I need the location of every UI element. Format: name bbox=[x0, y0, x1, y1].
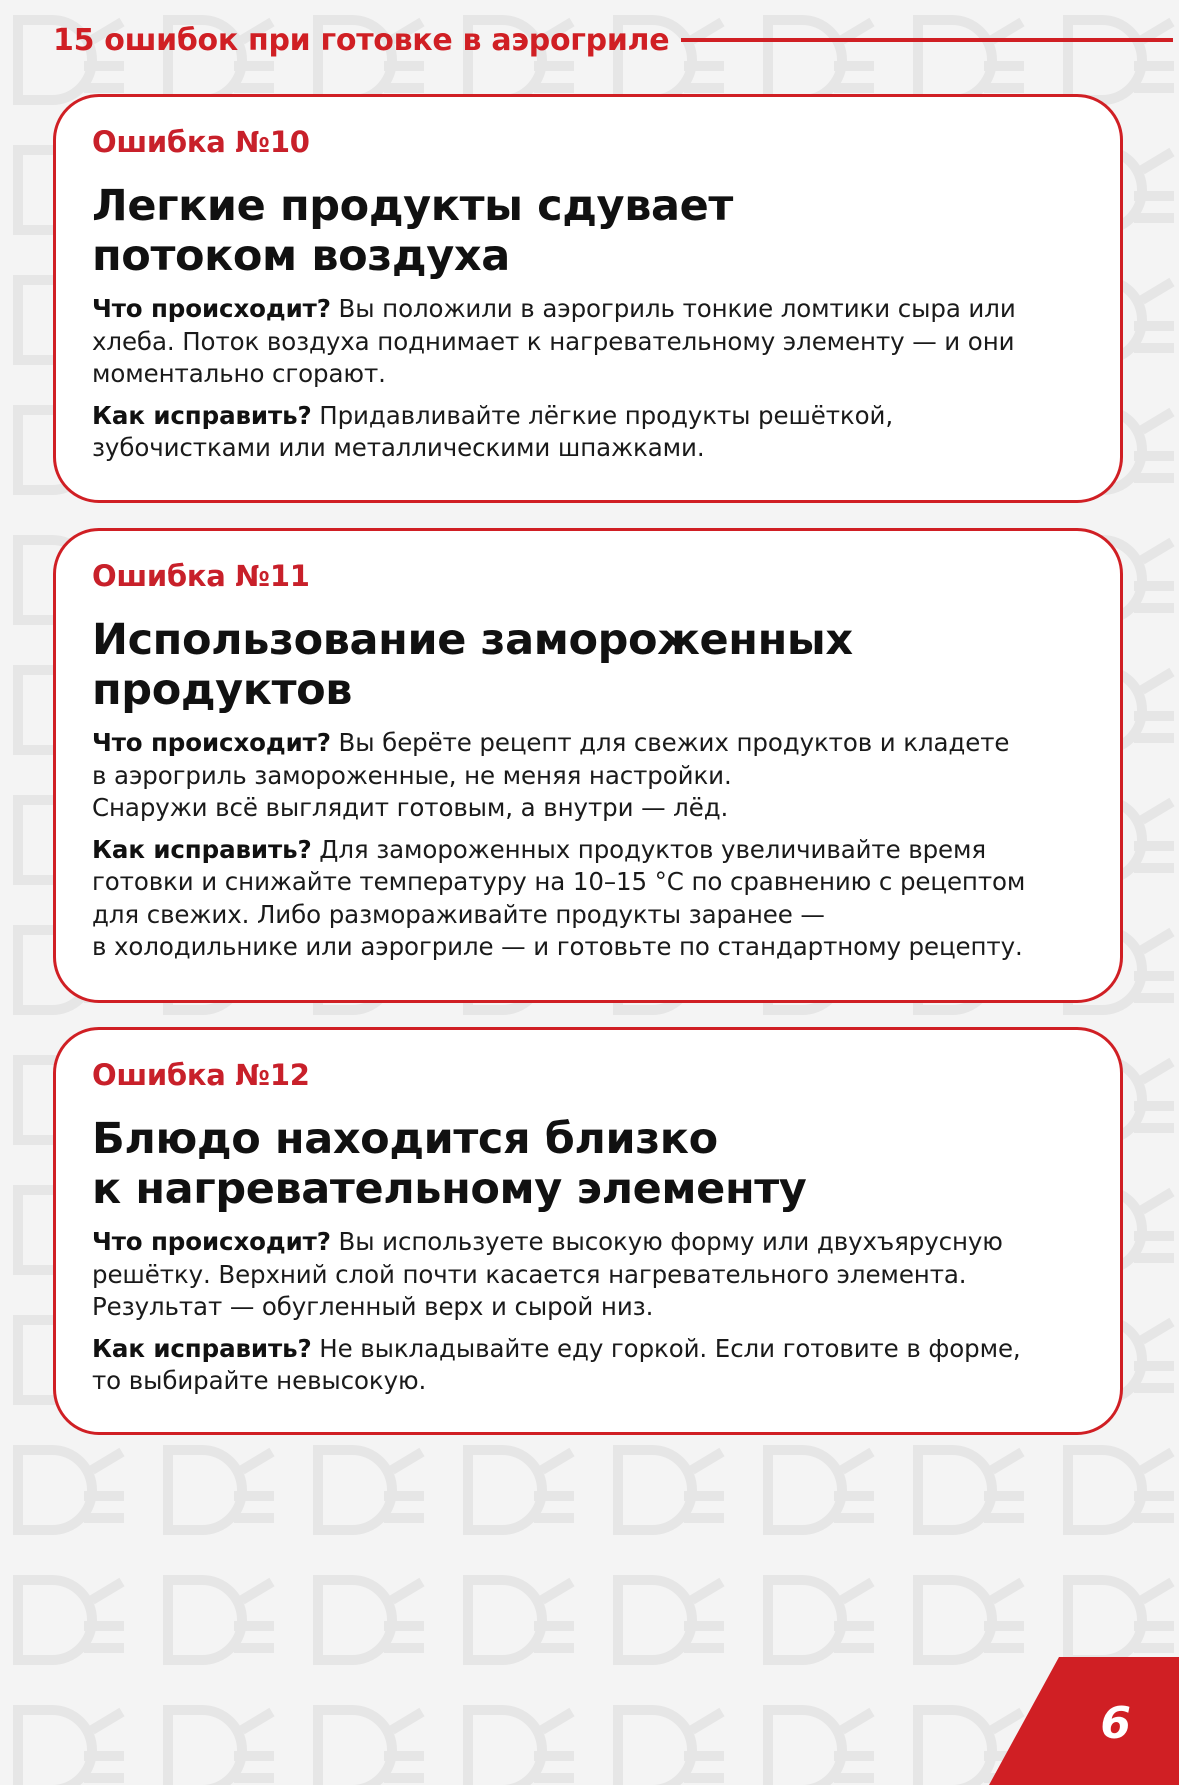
mistake-title-line: к нагревательному элементу bbox=[92, 1164, 807, 1214]
what-happens-line bbox=[92, 293, 1084, 326]
page-number-badge bbox=[989, 1657, 1179, 1785]
mistake-title-line: продуктов bbox=[92, 665, 353, 715]
how-to-fix-line: то выбирайте невысокую. bbox=[92, 1366, 427, 1395]
how-to-fix-line: в холодильнике или аэрогриле — и готовьте по стандартному рецепту. bbox=[92, 932, 1023, 961]
how-to-fix-paragraph bbox=[92, 400, 1084, 465]
how-to-fix-line: готовки и снижайте температуру на 10–15 °C по сравнению с рецептом bbox=[92, 867, 1026, 896]
what-happens-line: Снаружи всё выглядит готовым, а внутри — лёд. bbox=[92, 793, 729, 822]
how-to-fix-text: Придавливайте лёгкие продукты решёткой, bbox=[311, 400, 894, 430]
what-happens-line: Результат — обугленный верх и сырой низ. bbox=[92, 1292, 654, 1321]
how-to-fix-paragraph bbox=[92, 1333, 1084, 1398]
mistake-title-line: Легкие продукты сдувает bbox=[92, 181, 733, 231]
mistake-number: Ошибка №12 bbox=[92, 1058, 310, 1092]
how-to-fix-paragraph bbox=[92, 834, 1084, 964]
how-to-fix-label: Как исправить? bbox=[92, 400, 312, 430]
mistake-number: Ошибка №10 bbox=[92, 125, 310, 159]
what-happens-line bbox=[92, 1226, 1084, 1259]
what-happens-line bbox=[92, 727, 1084, 760]
header bbox=[53, 14, 1179, 66]
header-rule bbox=[681, 38, 1173, 42]
what-happens-text: Вы используете высокую форму или двухъярусную bbox=[330, 1227, 1003, 1256]
mistake-card-11 bbox=[53, 528, 1123, 1003]
what-happens-paragraph bbox=[92, 727, 1084, 825]
how-to-fix-text: Не выкладывайте еду горкой. Если готовите в форме, bbox=[311, 1333, 1021, 1363]
what-happens-label: Что происходит? bbox=[92, 728, 331, 757]
what-happens-line: решётку. Верхний слой почти касается нагревательного элемента. bbox=[92, 1259, 967, 1289]
what-happens-line: моментально сгорают. bbox=[92, 359, 386, 388]
mistake-card-10 bbox=[53, 94, 1123, 503]
mistake-title bbox=[92, 1114, 1084, 1214]
what-happens-line: хлеба. Поток воздуха поднимает к нагревательному элементу — и они bbox=[92, 326, 1015, 356]
what-happens-paragraph bbox=[92, 293, 1084, 391]
how-to-fix-line: для свежих. Либо размораживайте продукты заранее — bbox=[92, 899, 825, 929]
page-number: 6 bbox=[1100, 1698, 1131, 1749]
mistake-card-12 bbox=[53, 1027, 1123, 1435]
how-to-fix-line bbox=[92, 1333, 1084, 1366]
what-happens-text: Вы положили в аэрогриль тонкие ломтики сыра или bbox=[330, 294, 1016, 323]
mistake-title-line: Использование замороженных bbox=[92, 615, 853, 665]
what-happens-line: в аэрогриль замороженные, не меняя настройки. bbox=[92, 760, 732, 790]
how-to-fix-label: Как исправить? bbox=[92, 834, 312, 864]
mistake-title-line: потоком воздуха bbox=[92, 231, 510, 281]
what-happens-paragraph bbox=[92, 1226, 1084, 1324]
mistake-title-line: Блюдо находится близко bbox=[92, 1114, 718, 1164]
document-title: 15 ошибок при готовке в аэрогриле bbox=[53, 22, 670, 58]
what-happens-label: Что происходит? bbox=[92, 294, 331, 323]
how-to-fix-line bbox=[92, 834, 1084, 867]
how-to-fix-label: Как исправить? bbox=[92, 1333, 312, 1363]
how-to-fix-text: Для замороженных продуктов увеличивайте время bbox=[311, 834, 987, 864]
mistake-title bbox=[92, 615, 1084, 715]
what-happens-text: Вы берёте рецепт для свежих продуктов и кладете bbox=[330, 728, 1010, 757]
how-to-fix-line bbox=[92, 400, 1084, 433]
mistake-title bbox=[92, 181, 1084, 281]
mistake-number: Ошибка №11 bbox=[92, 559, 310, 593]
how-to-fix-line: зубочистками или металлическими шпажками. bbox=[92, 433, 705, 462]
what-happens-label: Что происходит? bbox=[92, 1227, 331, 1256]
